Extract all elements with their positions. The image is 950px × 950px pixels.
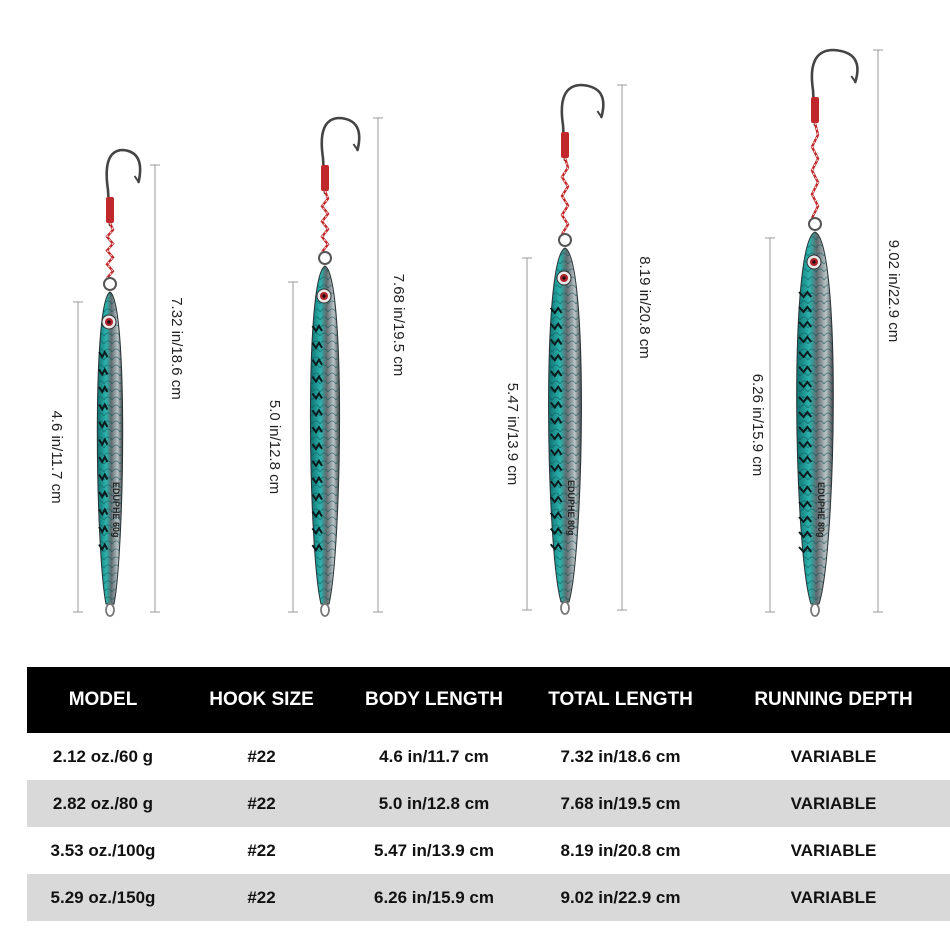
header-hook-size: HOOK SIZE (179, 667, 344, 733)
total-length-dimension (617, 85, 627, 610)
lure-2 (266, 118, 407, 616)
cell-total-length: 8.19 in/20.8 cm (560, 840, 681, 860)
cell-hook-size: #22 (247, 746, 276, 766)
lure-4 (749, 50, 902, 616)
lure-eye-center (322, 294, 325, 297)
split-ring-icon (559, 234, 571, 246)
split-ring-icon (809, 218, 821, 230)
cell-model: 5.29 oz./150g (27, 874, 179, 921)
body-length-label: 6.26 in/15.9 cm (749, 373, 766, 477)
tail-ring-icon (106, 604, 114, 616)
tail-ring-icon (811, 604, 819, 616)
cell-body-length: 5.47 in/13.9 cm (373, 840, 495, 860)
total-length-dimension (873, 50, 883, 612)
hook-wrap (321, 165, 329, 191)
cell-model: 3.53 oz./100g (50, 840, 156, 860)
cell-total-length: 9.02 in/22.9 cm (524, 874, 717, 921)
lure-brand-text: EDUPHE 80g (566, 480, 576, 536)
lure-eye-center (562, 276, 565, 279)
lure-eye-center (812, 260, 815, 263)
header-total-length: TOTAL LENGTH (524, 667, 717, 733)
tail-ring-icon (321, 604, 329, 616)
hook-barb-icon (851, 76, 855, 82)
total-length-label: 8.19 in/20.8 cm (636, 256, 653, 359)
lure-3 (504, 85, 653, 614)
body-length-label: 5.0 in/12.8 cm (266, 399, 283, 495)
hook-wrap (561, 132, 569, 158)
cell-hook-size: #22 (247, 840, 276, 860)
cell-hook-size: #22 (179, 780, 344, 827)
total-length-dimension (150, 165, 160, 612)
split-ring-icon (319, 252, 331, 264)
assist-leader (322, 191, 328, 252)
body-length-dimension (73, 302, 83, 612)
table-row (27, 874, 950, 921)
cell-model: 2.82 oz./80 g (27, 780, 179, 827)
cell-body-length: 4.6 in/11.7 cm (379, 746, 489, 766)
total-length-label: 9.02 in/22.9 cm (885, 239, 902, 343)
total-length-label: 7.32 in/18.6 cm (168, 297, 185, 400)
table-header-row (27, 667, 950, 733)
cell-model: 2.12 oz./60 g (52, 746, 154, 766)
cell-body-length: 5.0 in/12.8 cm (344, 780, 524, 827)
table-row (27, 733, 950, 780)
table-row (27, 780, 950, 827)
spec-table (27, 667, 950, 921)
body-length-label: 5.47 in/13.9 cm (504, 382, 521, 486)
hook-wrap (811, 97, 819, 123)
body-length-label: 4.6 in/11.7 cm (48, 410, 65, 504)
header-running-depth: RUNNING DEPTH (717, 667, 950, 733)
lure-brand-text: EDUPHE 80g (816, 482, 826, 538)
body-length-dimension (288, 282, 298, 612)
lure-brand-text: EDUPHE 60g (111, 482, 121, 538)
cell-running-depth: VARIABLE (717, 874, 950, 921)
lure-scales (97, 292, 122, 604)
cell-running-depth: VARIABLE (790, 746, 877, 766)
hook-barb-icon (597, 111, 601, 117)
split-ring-icon (104, 278, 116, 290)
table-row (27, 827, 950, 874)
cell-running-depth: VARIABLE (717, 780, 950, 827)
header-model: MODEL (27, 667, 179, 733)
lure-eye-center (107, 320, 110, 323)
total-length-dimension (373, 118, 383, 612)
lure-1 (48, 150, 185, 616)
tail-ring-icon (561, 602, 569, 614)
total-length-label: 7.68 in/19.5 cm (390, 273, 407, 377)
cell-body-length: 6.26 in/15.9 cm (344, 874, 524, 921)
cell-total-length: 7.68 in/19.5 cm (524, 780, 717, 827)
body-length-dimension (522, 258, 532, 610)
hook-wrap (106, 197, 114, 223)
cell-total-length: 7.32 in/18.6 cm (560, 746, 681, 766)
header-body-length: BODY LENGTH (344, 667, 524, 733)
cell-hook-size: #22 (179, 874, 344, 921)
assist-leader (812, 123, 818, 218)
cell-running-depth: VARIABLE (790, 840, 877, 860)
